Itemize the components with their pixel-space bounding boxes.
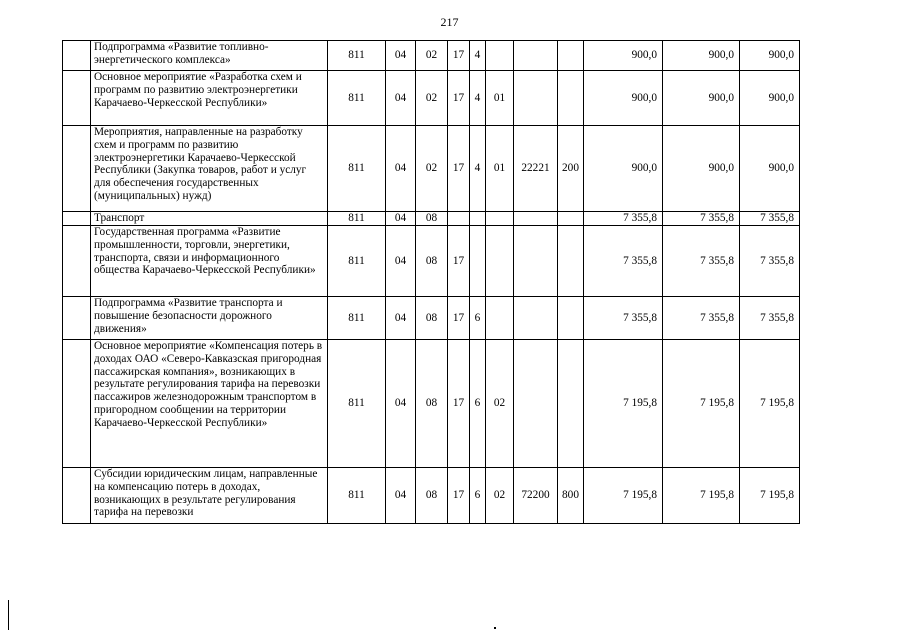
- cell-p4: 22221: [514, 126, 558, 212]
- cell-rz: 04: [386, 212, 416, 226]
- cell-pr: 02: [416, 41, 448, 71]
- cell-y3: 900,0: [740, 71, 800, 126]
- cell-ved: 811: [328, 212, 386, 226]
- cell-y2: 900,0: [663, 126, 740, 212]
- cell-rz: 04: [386, 297, 416, 340]
- row-stub-cell: [63, 126, 91, 212]
- row-stub-cell: [63, 71, 91, 126]
- cell-ved: 811: [328, 468, 386, 524]
- table-row: [63, 41, 800, 71]
- cell-p4: [514, 297, 558, 340]
- cell-pr: 08: [416, 340, 448, 468]
- row-stub-cell: [63, 468, 91, 524]
- cell-rz: 04: [386, 126, 416, 212]
- row-name-cell: Транспорт: [91, 212, 328, 226]
- cell-p1: [448, 212, 470, 226]
- cell-p4: [514, 340, 558, 468]
- cell-y1: 900,0: [584, 71, 663, 126]
- cell-y1: 900,0: [584, 41, 663, 71]
- table-row: [63, 212, 800, 226]
- cell-p4: [514, 226, 558, 297]
- cell-ved: 811: [328, 340, 386, 468]
- cell-y3: 7 355,8: [740, 297, 800, 340]
- cell-p2: 4: [470, 41, 486, 71]
- cell-p2: 6: [470, 340, 486, 468]
- cell-y1: 900,0: [584, 126, 663, 212]
- cell-rz: 04: [386, 41, 416, 71]
- cell-p4: [514, 212, 558, 226]
- cell-rz: 04: [386, 468, 416, 524]
- cell-p2: 6: [470, 297, 486, 340]
- cell-pr: 02: [416, 71, 448, 126]
- cell-vr: [558, 340, 584, 468]
- table-row: [63, 468, 800, 524]
- cell-p2: 4: [470, 71, 486, 126]
- cell-p1: 17: [448, 297, 470, 340]
- cell-ved: 811: [328, 297, 386, 340]
- cell-ved: 811: [328, 71, 386, 126]
- cell-p4: [514, 71, 558, 126]
- cell-vr: [558, 226, 584, 297]
- row-stub-cell: [63, 226, 91, 297]
- cell-p4: [514, 41, 558, 71]
- cell-y1: 7 195,8: [584, 340, 663, 468]
- cell-vr: [558, 71, 584, 126]
- cell-p1: 17: [448, 126, 470, 212]
- cell-p1: 17: [448, 468, 470, 524]
- row-name-cell: Основное мероприятие «Разработка схем и программ по развитию электроэнергетики Карачаево-Черкесской Республики»: [91, 71, 328, 126]
- cell-p3: [486, 297, 514, 340]
- cell-p1: 17: [448, 41, 470, 71]
- cell-rz: 04: [386, 71, 416, 126]
- cell-ved: 811: [328, 41, 386, 71]
- cell-y2: 7 195,8: [663, 340, 740, 468]
- cell-p3: 02: [486, 340, 514, 468]
- cell-p3: 01: [486, 71, 514, 126]
- table-row: [63, 340, 800, 468]
- cell-p3: 02: [486, 468, 514, 524]
- cell-y1: 7 355,8: [584, 226, 663, 297]
- cell-vr: 800: [558, 468, 584, 524]
- row-name-cell: Подпрограмма «Развитие топливно-энергетического комплекса»: [91, 41, 328, 71]
- cell-pr: 02: [416, 126, 448, 212]
- cell-p1: 17: [448, 340, 470, 468]
- cell-p3: [486, 226, 514, 297]
- cell-y2: 7 355,8: [663, 212, 740, 226]
- cell-pr: 08: [416, 212, 448, 226]
- row-name-cell: Подпрограмма «Развитие транспорта и повышение безопасности дорожного движения»: [91, 297, 328, 340]
- row-name-cell: Субсидии юридическим лицам, направленные на компенсацию потерь в доходах, возникающих в результате регулирования тарифа на перевозки: [91, 468, 328, 524]
- cell-p2: [470, 226, 486, 297]
- cell-p2: 6: [470, 468, 486, 524]
- cell-y3: 7 195,8: [740, 340, 800, 468]
- table-row: [63, 297, 800, 340]
- cell-p1: 17: [448, 71, 470, 126]
- cell-p3: [486, 41, 514, 71]
- cell-p1: 17: [448, 226, 470, 297]
- cell-rz: 04: [386, 340, 416, 468]
- row-stub-cell: [63, 212, 91, 226]
- cell-y2: 7 355,8: [663, 297, 740, 340]
- cell-y3: 7 355,8: [740, 212, 800, 226]
- cell-y3: 7 355,8: [740, 226, 800, 297]
- cell-y3: 900,0: [740, 41, 800, 71]
- cell-p3: 01: [486, 126, 514, 212]
- margin-mark: [8, 600, 9, 630]
- cell-y1: 7 355,8: [584, 297, 663, 340]
- cell-ved: 811: [328, 226, 386, 297]
- scan-dot: [494, 627, 496, 629]
- cell-vr: 200: [558, 126, 584, 212]
- row-name-cell: Мероприятия, направленные на разработку схем и программ по развитию электроэнергетики Карачаево-Черкесской Республики (Закупка товаров, работ и услуг для обеспечения государственных (муниципальных) нужд): [91, 126, 328, 212]
- row-stub-cell: [63, 41, 91, 71]
- budget-table: [62, 40, 800, 524]
- row-stub-cell: [63, 297, 91, 340]
- cell-p2: [470, 212, 486, 226]
- table-row: [63, 126, 800, 212]
- cell-pr: 08: [416, 226, 448, 297]
- row-name-cell: Основное мероприятие «Компенсация потерь в доходах ОАО «Северо-Кавказская пригородная пассажирская компания», возникающих в результате регулирования тарифа на перевозки пассажиров железнодорожным транспортом в пригородном сообщении на территории Карачаево-Черкесской Республики»: [91, 340, 328, 468]
- cell-vr: [558, 212, 584, 226]
- cell-y3: 900,0: [740, 126, 800, 212]
- cell-y3: 7 195,8: [740, 468, 800, 524]
- row-name-cell: Государственная программа «Развитие промышленности, торговли, энергетики, транспорта, связи и информационного общества Карачаево-Черкесской Республики»: [91, 226, 328, 297]
- cell-y2: 7 195,8: [663, 468, 740, 524]
- table-row: [63, 226, 800, 297]
- cell-vr: [558, 41, 584, 71]
- cell-rz: 04: [386, 226, 416, 297]
- cell-y1: 7 355,8: [584, 212, 663, 226]
- table-row: [63, 71, 800, 126]
- cell-p3: [486, 212, 514, 226]
- cell-y2: 900,0: [663, 41, 740, 71]
- cell-p2: 4: [470, 126, 486, 212]
- cell-y1: 7 195,8: [584, 468, 663, 524]
- cell-vr: [558, 297, 584, 340]
- row-stub-cell: [63, 340, 91, 468]
- cell-ved: 811: [328, 126, 386, 212]
- page-number: 217: [440, 15, 459, 29]
- cell-y2: 7 355,8: [663, 226, 740, 297]
- cell-pr: 08: [416, 468, 448, 524]
- cell-pr: 08: [416, 297, 448, 340]
- cell-p4: 72200: [514, 468, 558, 524]
- cell-y2: 900,0: [663, 71, 740, 126]
